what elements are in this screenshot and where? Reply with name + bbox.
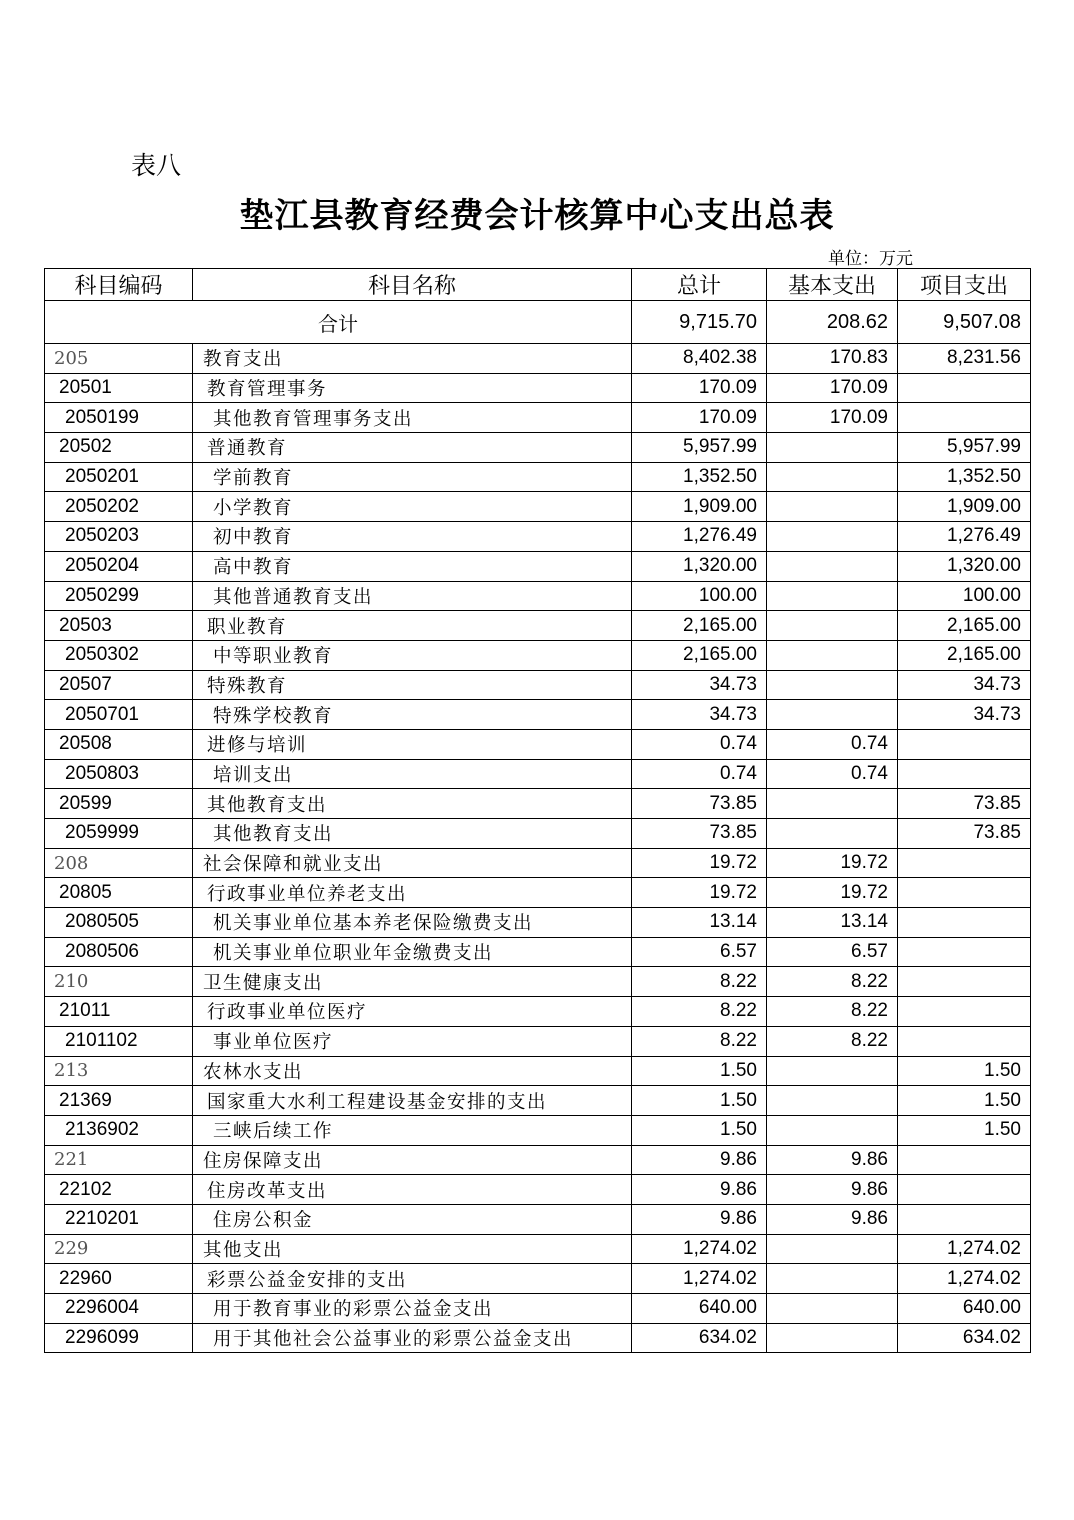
row-project	[898, 878, 1031, 908]
table-row	[45, 908, 1031, 938]
row-project: 1,276.49	[898, 522, 1031, 552]
row-project	[898, 1145, 1031, 1175]
table-row	[45, 759, 1031, 789]
row-basic	[767, 819, 898, 849]
row-code: 221	[45, 1145, 193, 1175]
row-code: 213	[45, 1056, 193, 1086]
row-name: 初中教育	[193, 522, 632, 552]
row-code: 22102	[45, 1175, 193, 1205]
row-name: 其他普通教育支出	[193, 581, 632, 611]
row-code: 2050701	[45, 700, 193, 730]
row-project: 1,274.02	[898, 1264, 1031, 1294]
row-name: 普通教育	[193, 433, 632, 463]
row-project	[898, 997, 1031, 1027]
row-total: 170.09	[632, 403, 767, 433]
row-total: 634.02	[632, 1323, 767, 1353]
row-code: 208	[45, 848, 193, 878]
row-total: 5,957.99	[632, 433, 767, 463]
row-basic: 19.72	[767, 878, 898, 908]
row-total: 1,276.49	[632, 522, 767, 552]
row-name: 培训支出	[193, 759, 632, 789]
row-name: 用于教育事业的彩票公益金支出	[193, 1294, 632, 1324]
row-code: 2050204	[45, 551, 193, 581]
row-basic: 6.57	[767, 937, 898, 967]
row-code: 20503	[45, 611, 193, 641]
table-row	[45, 611, 1031, 641]
row-code: 22960	[45, 1264, 193, 1294]
table-header-row	[45, 269, 1031, 301]
table-row	[45, 700, 1031, 730]
row-name: 用于其他社会公益事业的彩票公益金支出	[193, 1323, 632, 1353]
row-code: 2050803	[45, 759, 193, 789]
row-total: 1,320.00	[632, 551, 767, 581]
row-name: 特殊学校教育	[193, 700, 632, 730]
row-project: 73.85	[898, 789, 1031, 819]
row-name: 住房改革支出	[193, 1175, 632, 1205]
table-row	[45, 967, 1031, 997]
row-project	[898, 403, 1031, 433]
row-project	[898, 908, 1031, 938]
row-basic: 170.09	[767, 373, 898, 403]
row-total: 1,274.02	[632, 1234, 767, 1264]
table-row	[45, 1026, 1031, 1056]
row-total: 9.86	[632, 1145, 767, 1175]
row-total: 1.50	[632, 1056, 767, 1086]
row-basic	[767, 1323, 898, 1353]
header-code: 科目编码	[45, 269, 193, 301]
table-row	[45, 373, 1031, 403]
row-total: 640.00	[632, 1294, 767, 1324]
header-basic: 基本支出	[767, 269, 898, 301]
table-row	[45, 997, 1031, 1027]
row-name: 特殊教育	[193, 670, 632, 700]
row-project: 100.00	[898, 581, 1031, 611]
row-basic: 9.86	[767, 1175, 898, 1205]
row-project: 1.50	[898, 1056, 1031, 1086]
table-row	[45, 729, 1031, 759]
row-code: 2050202	[45, 492, 193, 522]
row-basic	[767, 1056, 898, 1086]
table-row	[45, 1115, 1031, 1145]
row-basic: 9.86	[767, 1204, 898, 1234]
table-row	[45, 789, 1031, 819]
table-row	[45, 1294, 1031, 1324]
row-total: 19.72	[632, 848, 767, 878]
table-row	[45, 433, 1031, 463]
row-code: 229	[45, 1234, 193, 1264]
row-total: 1,909.00	[632, 492, 767, 522]
row-name: 住房保障支出	[193, 1145, 632, 1175]
header-name: 科目名称	[193, 269, 632, 301]
row-code: 205	[45, 344, 193, 374]
table-row	[45, 1204, 1031, 1234]
sheet-label: 表八	[131, 151, 182, 180]
row-project: 1.50	[898, 1086, 1031, 1116]
row-name: 高中教育	[193, 551, 632, 581]
row-total: 8.22	[632, 997, 767, 1027]
total-project: 9,507.08	[898, 301, 1031, 344]
table-row	[45, 581, 1031, 611]
row-code: 2059999	[45, 819, 193, 849]
row-basic: 0.74	[767, 759, 898, 789]
row-basic: 9.86	[767, 1145, 898, 1175]
row-name: 小学教育	[193, 492, 632, 522]
row-basic: 8.22	[767, 967, 898, 997]
table-row	[45, 462, 1031, 492]
row-project: 1.50	[898, 1115, 1031, 1145]
row-name: 卫生健康支出	[193, 967, 632, 997]
row-project: 1,352.50	[898, 462, 1031, 492]
row-total: 0.74	[632, 759, 767, 789]
row-code: 2101102	[45, 1026, 193, 1056]
row-code: 2296099	[45, 1323, 193, 1353]
unit-label: 单位：万元	[828, 249, 913, 269]
row-code: 21011	[45, 997, 193, 1027]
table-row	[45, 848, 1031, 878]
row-name: 教育支出	[193, 344, 632, 374]
table-row	[45, 403, 1031, 433]
row-code: 2296004	[45, 1294, 193, 1324]
row-code: 20502	[45, 433, 193, 463]
row-name: 进修与培训	[193, 729, 632, 759]
row-total: 6.57	[632, 937, 767, 967]
table-row	[45, 640, 1031, 670]
row-total: 9.86	[632, 1204, 767, 1234]
row-project	[898, 1026, 1031, 1056]
row-project: 1,274.02	[898, 1234, 1031, 1264]
row-name: 学前教育	[193, 462, 632, 492]
table-row	[45, 344, 1031, 374]
total-basic: 208.62	[767, 301, 898, 344]
row-code: 20599	[45, 789, 193, 819]
row-total: 1,274.02	[632, 1264, 767, 1294]
row-code: 2050203	[45, 522, 193, 552]
row-total: 34.73	[632, 670, 767, 700]
row-basic	[767, 1086, 898, 1116]
row-total: 1,352.50	[632, 462, 767, 492]
row-code: 20501	[45, 373, 193, 403]
row-code: 21369	[45, 1086, 193, 1116]
table-row	[45, 937, 1031, 967]
row-basic	[767, 462, 898, 492]
row-basic: 19.72	[767, 848, 898, 878]
header-project: 项目支出	[898, 269, 1031, 301]
row-code: 2050299	[45, 581, 193, 611]
table-row	[45, 670, 1031, 700]
row-project: 5,957.99	[898, 433, 1031, 463]
row-name: 机关事业单位职业年金缴费支出	[193, 937, 632, 967]
row-project: 34.73	[898, 700, 1031, 730]
table-row	[45, 492, 1031, 522]
table-row	[45, 1056, 1031, 1086]
row-name: 其他支出	[193, 1234, 632, 1264]
total-row	[45, 301, 1031, 344]
row-basic: 13.14	[767, 908, 898, 938]
row-total: 2,165.00	[632, 611, 767, 641]
row-code: 2050302	[45, 640, 193, 670]
row-basic	[767, 433, 898, 463]
row-basic	[767, 670, 898, 700]
row-basic: 170.09	[767, 403, 898, 433]
row-total: 8.22	[632, 1026, 767, 1056]
row-name: 职业教育	[193, 611, 632, 641]
row-code: 2136902	[45, 1115, 193, 1145]
row-basic	[767, 700, 898, 730]
header-total: 总计	[632, 269, 767, 301]
row-project: 73.85	[898, 819, 1031, 849]
row-basic	[767, 1115, 898, 1145]
row-basic	[767, 640, 898, 670]
table-row	[45, 551, 1031, 581]
row-total: 0.74	[632, 729, 767, 759]
row-basic	[767, 1264, 898, 1294]
row-total: 13.14	[632, 908, 767, 938]
row-basic	[767, 1294, 898, 1324]
table-row	[45, 878, 1031, 908]
row-basic	[767, 522, 898, 552]
row-name: 社会保障和就业支出	[193, 848, 632, 878]
table-row	[45, 1264, 1031, 1294]
row-code: 2080506	[45, 937, 193, 967]
row-name: 其他教育支出	[193, 789, 632, 819]
row-project	[898, 937, 1031, 967]
row-basic	[767, 551, 898, 581]
row-name: 农林水支出	[193, 1056, 632, 1086]
row-total: 9.86	[632, 1175, 767, 1205]
row-total: 19.72	[632, 878, 767, 908]
row-code: 2050201	[45, 462, 193, 492]
table-row	[45, 1234, 1031, 1264]
row-basic	[767, 789, 898, 819]
row-code: 210	[45, 967, 193, 997]
row-total: 73.85	[632, 819, 767, 849]
row-code: 2210201	[45, 1204, 193, 1234]
total-total: 9,715.70	[632, 301, 767, 344]
row-basic	[767, 611, 898, 641]
row-basic: 8.22	[767, 997, 898, 1027]
row-project: 8,231.56	[898, 344, 1031, 374]
row-code: 20805	[45, 878, 193, 908]
row-code: 20508	[45, 729, 193, 759]
row-total: 73.85	[632, 789, 767, 819]
row-total: 2,165.00	[632, 640, 767, 670]
row-name: 其他教育支出	[193, 819, 632, 849]
row-name: 国家重大水利工程建设基金安排的支出	[193, 1086, 632, 1116]
row-code: 20507	[45, 670, 193, 700]
row-project	[898, 1175, 1031, 1205]
row-total: 8,402.38	[632, 344, 767, 374]
row-name: 行政事业单位养老支出	[193, 878, 632, 908]
row-total: 170.09	[632, 373, 767, 403]
row-project: 634.02	[898, 1323, 1031, 1353]
row-name: 三峡后续工作	[193, 1115, 632, 1145]
row-total: 1.50	[632, 1086, 767, 1116]
row-project	[898, 759, 1031, 789]
row-total: 34.73	[632, 700, 767, 730]
page-title: 垫江县教育经费会计核算中心支出总表	[239, 196, 835, 236]
row-basic	[767, 492, 898, 522]
row-total: 1.50	[632, 1115, 767, 1145]
table-row	[45, 1086, 1031, 1116]
row-code: 2080505	[45, 908, 193, 938]
table-row	[45, 1175, 1031, 1205]
row-name: 事业单位医疗	[193, 1026, 632, 1056]
row-project	[898, 1204, 1031, 1234]
row-project: 640.00	[898, 1294, 1031, 1324]
row-total: 100.00	[632, 581, 767, 611]
row-project	[898, 373, 1031, 403]
table-row	[45, 1323, 1031, 1353]
total-label: 合计	[45, 301, 632, 344]
row-basic	[767, 1234, 898, 1264]
row-basic: 170.83	[767, 344, 898, 374]
row-project	[898, 729, 1031, 759]
row-basic: 8.22	[767, 1026, 898, 1056]
row-name: 其他教育管理事务支出	[193, 403, 632, 433]
row-name: 中等职业教育	[193, 640, 632, 670]
table-row	[45, 522, 1031, 552]
row-name: 住房公积金	[193, 1204, 632, 1234]
row-basic	[767, 581, 898, 611]
row-basic: 0.74	[767, 729, 898, 759]
row-total: 8.22	[632, 967, 767, 997]
row-project	[898, 967, 1031, 997]
row-code: 2050199	[45, 403, 193, 433]
row-project: 2,165.00	[898, 611, 1031, 641]
row-project	[898, 848, 1031, 878]
row-project: 1,320.00	[898, 551, 1031, 581]
row-name: 行政事业单位医疗	[193, 997, 632, 1027]
expenditure-table	[44, 268, 1031, 1353]
row-name: 教育管理事务	[193, 373, 632, 403]
row-name: 机关事业单位基本养老保险缴费支出	[193, 908, 632, 938]
row-project: 2,165.00	[898, 640, 1031, 670]
row-project: 34.73	[898, 670, 1031, 700]
row-name: 彩票公益金安排的支出	[193, 1264, 632, 1294]
table-row	[45, 1145, 1031, 1175]
row-project: 1,909.00	[898, 492, 1031, 522]
table-row	[45, 819, 1031, 849]
